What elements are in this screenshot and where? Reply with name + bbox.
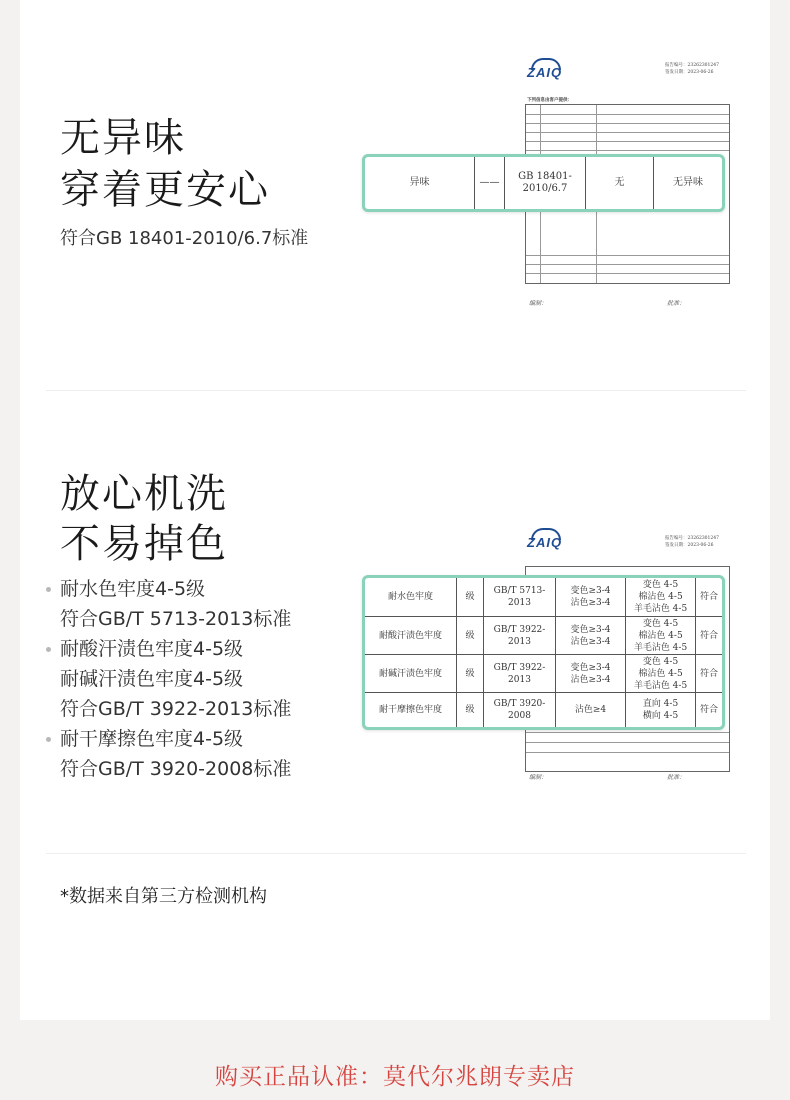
bullet-dot-icon <box>46 737 51 742</box>
odor-requirement: 无 <box>586 157 654 209</box>
verdict-cell: 符合 <box>699 705 718 715</box>
colorfastness-row <box>365 578 722 616</box>
section-divider-1 <box>46 390 746 391</box>
result-line: 棉沾色 4-5 <box>638 592 683 602</box>
report-logo: ZAIQ <box>527 65 563 80</box>
verdict-cell: 符合 <box>699 630 718 641</box>
report-date: 签发日期：2023-06-26 <box>665 70 714 75</box>
report-signature-area: 编制： <box>529 300 548 307</box>
odor-item: 异味 <box>365 157 475 209</box>
requirement-line: 变色≥3-4 <box>570 586 611 596</box>
section2-headline-line2: 不易掉色 <box>60 521 228 567</box>
bullet-2-line2: 耐碱汗渍色牢度4-5级 <box>60 668 244 690</box>
bullet-1-line2: 符合GB/T 5713-2013标准 <box>60 608 292 630</box>
result-line: 横向 4-5 <box>642 711 679 721</box>
verdict-cell: 符合 <box>699 592 718 602</box>
report-section-title: 下列信息由客户提供： <box>527 98 572 103</box>
report-logo: ZAIQ <box>527 535 563 550</box>
highlight-odor-row <box>362 154 725 212</box>
unit-cell: 级 <box>457 578 484 616</box>
requirement-cell <box>556 655 626 692</box>
requirement-cell <box>556 693 626 727</box>
colorfastness-row <box>365 654 722 692</box>
requirement-cell <box>556 578 626 616</box>
requirement-line: 沾色≥3-4 <box>570 598 611 608</box>
result-cell <box>626 578 696 616</box>
data-source-note: *数据来自第三方检测机构 <box>60 886 267 907</box>
requirement-line: 沾色≥3-4 <box>570 636 611 647</box>
result-cell <box>626 617 696 654</box>
unit-cell: 级 <box>457 655 484 692</box>
bullet-3-line1: 耐干摩擦色牢度4-5级 <box>60 724 243 754</box>
bullet-2-line3: 符合GB/T 3922-2013标准 <box>60 698 292 720</box>
section1-headline-line2: 穿着更安心 <box>60 167 270 213</box>
report-signature-area: 编制： <box>529 774 548 781</box>
result-line: 羊毛沾色 4-5 <box>633 604 688 614</box>
result-line: 棉沾色 4-5 <box>638 630 683 641</box>
result-cell <box>626 655 696 692</box>
bullet-dot-icon <box>46 647 51 652</box>
report-date: 签发日期：2023-06-26 <box>665 543 714 548</box>
result-line: 直向 4-5 <box>642 699 679 709</box>
unit-cell: 级 <box>457 693 484 727</box>
requirement-line: 变色≥3-4 <box>570 624 611 635</box>
result-cell <box>626 693 696 727</box>
requirement-line: 变色≥3-4 <box>570 662 611 673</box>
test-item-cell: 耐干摩擦色牢度 <box>365 693 457 727</box>
bullet-1-line1: 耐水色牢度4-5级 <box>60 574 205 604</box>
standard-cell: GB/T 3922-2013 <box>484 617 556 654</box>
section1-subtitle: 符合GB 18401-2010/6.7标准 <box>60 228 309 249</box>
section-divider-2 <box>46 853 746 854</box>
result-line: 羊毛沾色 4-5 <box>633 680 688 691</box>
standard-cell: GB/T 3920-2008 <box>484 693 556 727</box>
bullet-3-line2: 符合GB/T 3920-2008标准 <box>60 758 292 780</box>
result-line: 变色 4-5 <box>642 618 679 629</box>
unit-cell: 级 <box>457 617 484 654</box>
colorfastness-row <box>365 616 722 654</box>
section2-headline-line1: 放心机洗 <box>60 471 228 517</box>
requirement-line: 沾色≥3-4 <box>570 674 611 685</box>
requirement-line: 沾色≥4 <box>574 705 607 715</box>
authentic-store-banner: 购买正品认准：莫代尔兆朗专卖店 <box>215 1064 575 1090</box>
odor-unit: —— <box>475 157 505 209</box>
highlight-colorfastness-table <box>362 575 725 730</box>
test-item-cell: 耐碱汗渍色牢度 <box>365 655 457 692</box>
report-number: 报告编号：23262301247 <box>665 536 719 541</box>
bullet-dot-icon <box>46 587 51 592</box>
odor-result: 无异味 <box>673 177 703 188</box>
standard-cell: GB/T 5713-2013 <box>484 578 556 616</box>
report-number: 报告编号：23262301247 <box>665 63 719 68</box>
bullet-2-line1: 耐酸汗渍色牢度4-5级 <box>60 634 243 664</box>
result-line: 变色 4-5 <box>642 656 679 667</box>
requirement-cell <box>556 617 626 654</box>
result-line: 羊毛沾色 4-5 <box>633 642 688 653</box>
test-item-cell: 耐酸汗渍色牢度 <box>365 617 457 654</box>
section1-headline-line1: 无异味 <box>60 115 186 161</box>
colorfastness-row <box>365 692 722 727</box>
report-approval-area: 批准： <box>667 300 686 307</box>
odor-standard: GB 18401-2010/6.7 <box>505 157 586 209</box>
test-item-cell: 耐水色牢度 <box>365 578 457 616</box>
result-line: 变色 4-5 <box>642 580 679 590</box>
report-approval-area: 批准： <box>667 774 686 781</box>
result-line: 棉沾色 4-5 <box>638 668 683 679</box>
standard-cell: GB/T 3922-2013 <box>484 655 556 692</box>
verdict-cell: 符合 <box>699 668 718 679</box>
